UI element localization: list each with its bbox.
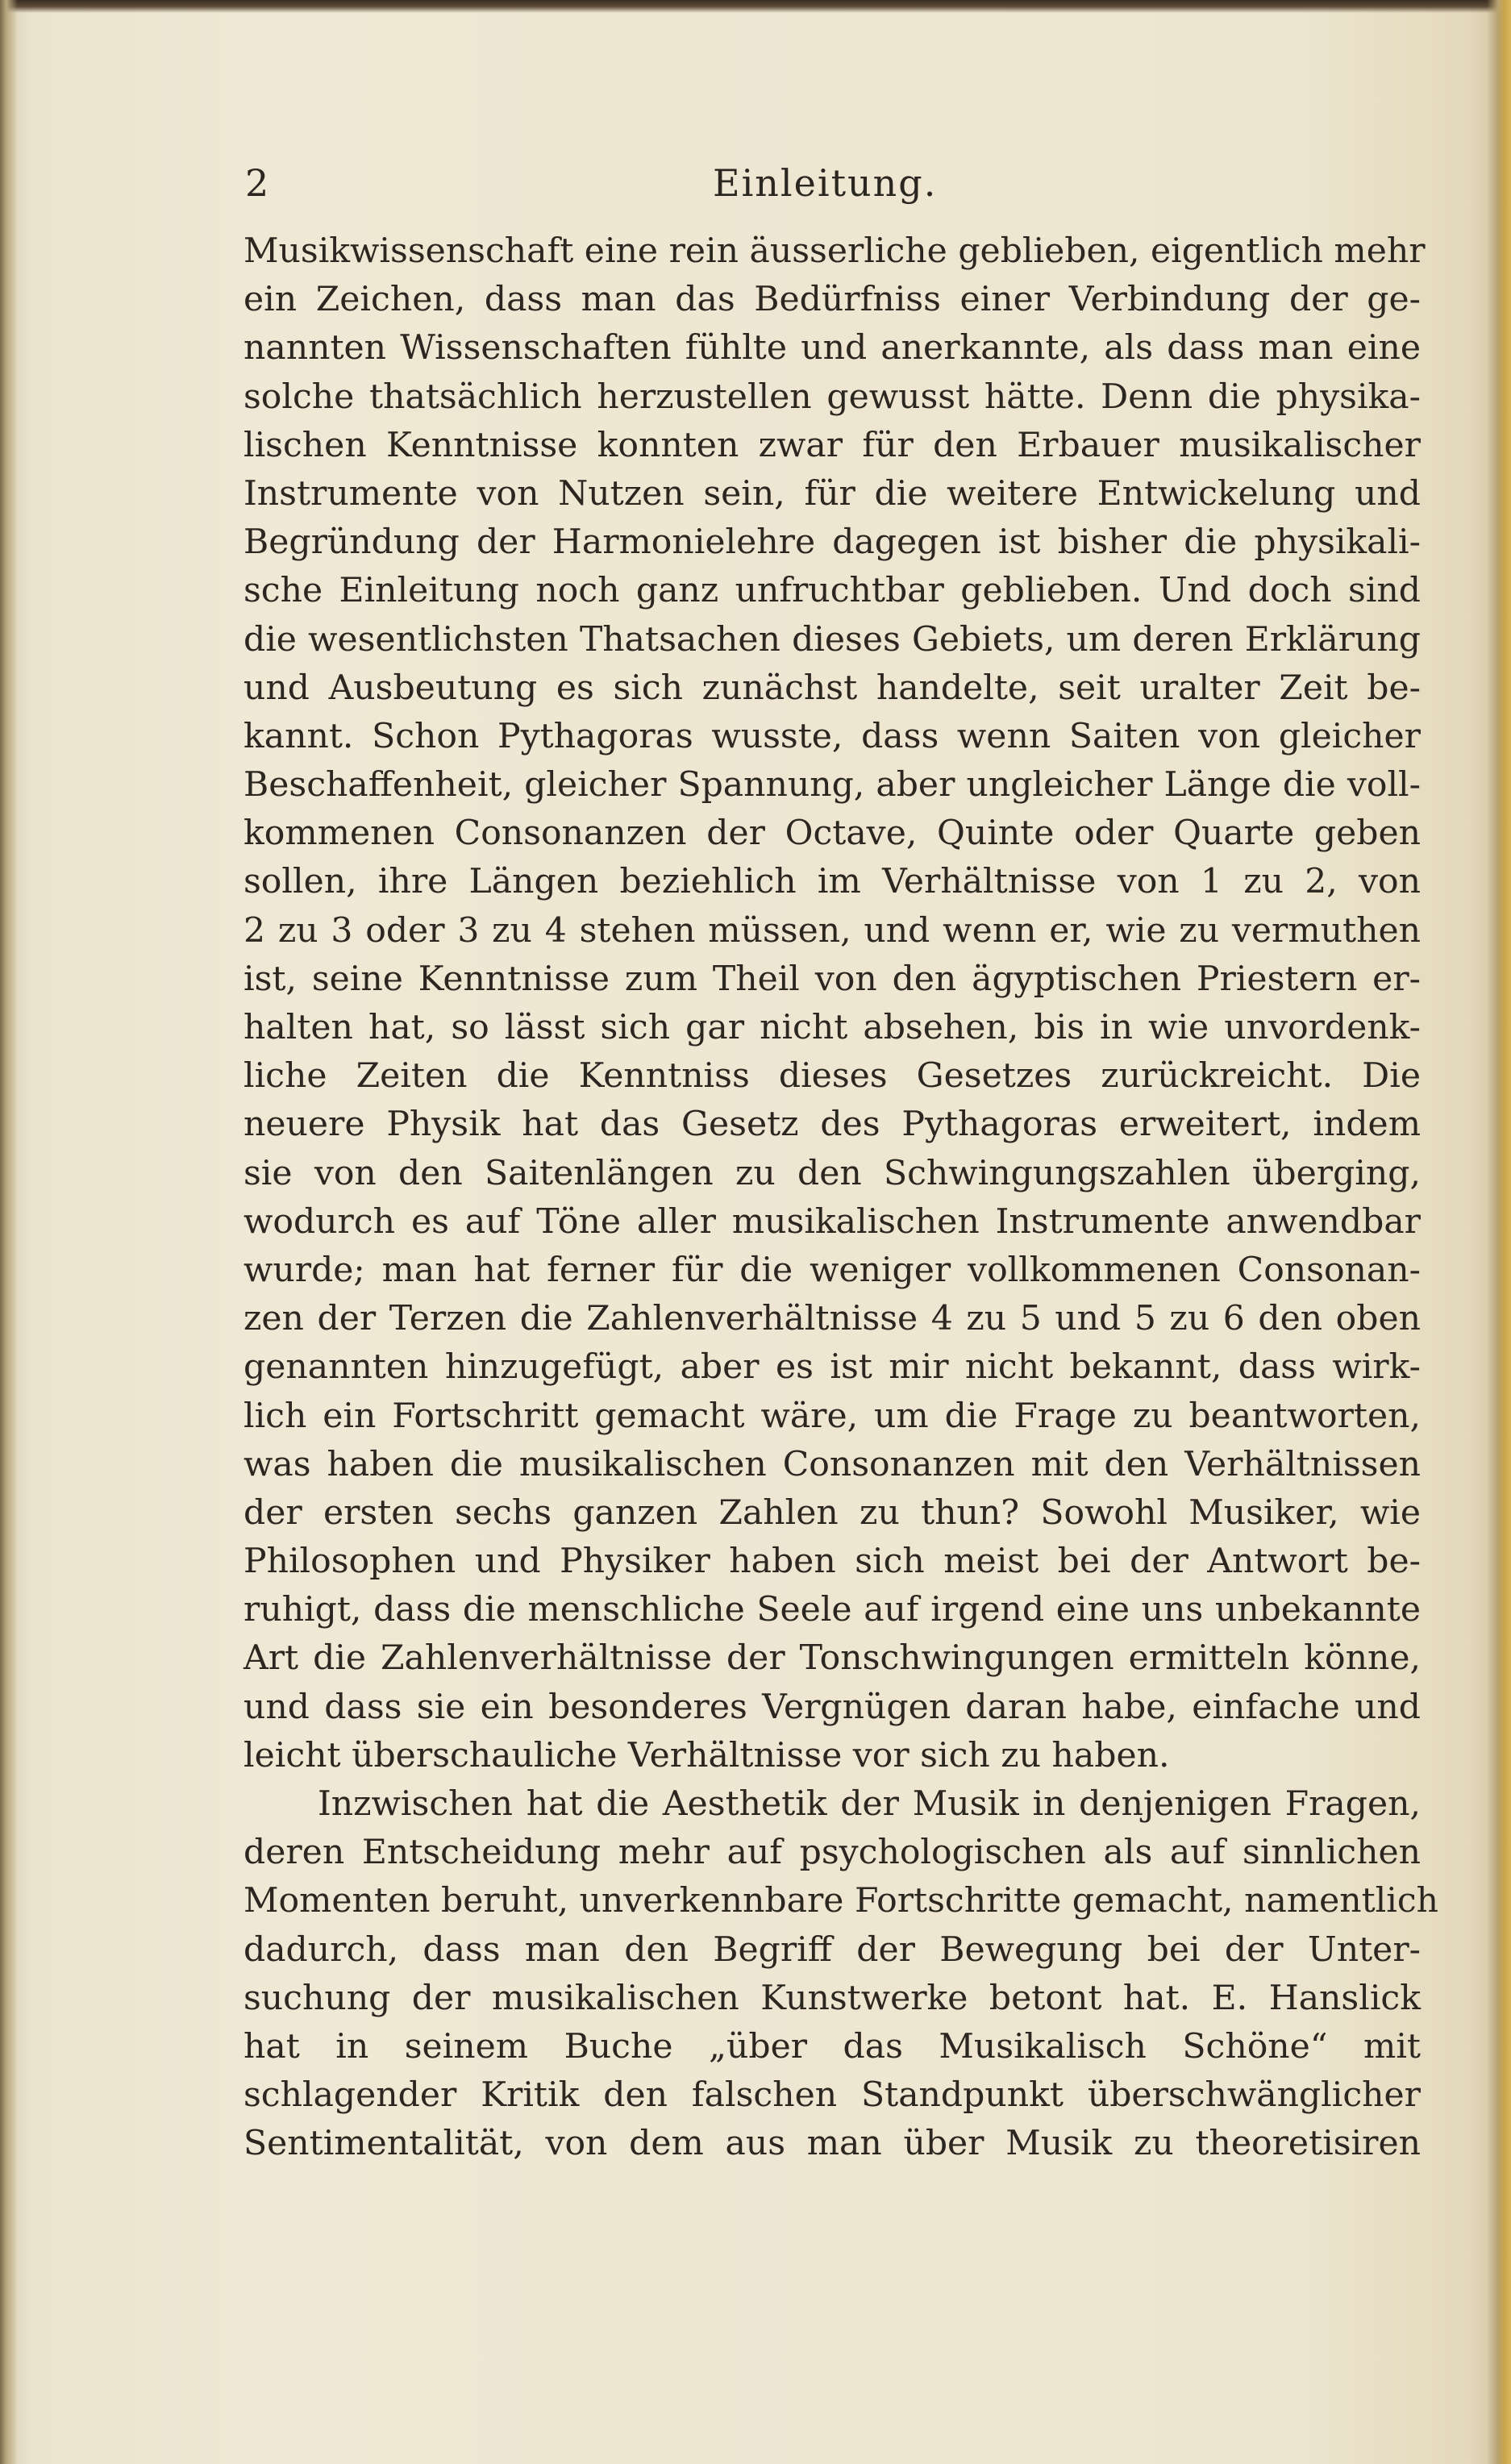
text-line: Art die Zahlenverhältnisse der Tonschwingungen ermitteln könne,: [244, 1638, 1421, 1679]
text-line: wurde; man hat ferner für die weniger vollkommenen Consonan-: [244, 1250, 1421, 1290]
page-number: 2: [245, 161, 270, 205]
text-line: lich ein Fortschritt gemacht wäre, um die Frage zu beantworten,: [244, 1396, 1421, 1436]
page-top-edge: [0, 0, 1511, 13]
text-line: Momenten beruht, unverkennbare Fortschritte gemacht, namentlich: [244, 1881, 1439, 1921]
text-line: sche Einleitung noch ganz unfruchtbar geblieben. Und doch sind: [244, 571, 1421, 611]
text-line: Inzwischen hat die Aesthetik der Musik in denjenigen Fragen,: [318, 1784, 1421, 1824]
text-line: liche Zeiten die Kenntniss dieses Gesetzes zurückreicht. Die: [244, 1056, 1421, 1097]
text-line: der ersten sechs ganzen Zahlen zu thun? Sowohl Musiker, wie: [244, 1492, 1421, 1533]
text-line: Sentimentalität, von dem aus man über Musik zu theoretisiren: [244, 2124, 1421, 2164]
text-line: suchung der musikalischen Kunstwerke betont hat. E. Hanslick: [244, 1978, 1421, 2018]
text-line: und Ausbeutung es sich zunächst handelte, seit uralter Zeit be-: [244, 668, 1421, 708]
text-line: sie von den Saitenlängen zu den Schwingungszahlen überging,: [244, 1153, 1421, 1193]
page-header: [245, 161, 1422, 218]
text-line: kannt. Schon Pythagoras wusste, dass wenn Saiten von gleicher: [244, 716, 1421, 756]
text-line: genannten hinzugefügt, aber es ist mir nicht bekannt, dass wirk-: [244, 1347, 1421, 1388]
text-line: zen der Terzen die Zahlenverhältnisse 4 zu 5 und 5 zu 6 den oben: [244, 1299, 1421, 1339]
text-line: 2 zu 3 oder 3 zu 4 stehen müssen, und wenn er, wie zu vermuthen: [244, 910, 1421, 951]
text-line: nannten Wissenschaften fühlte und anerkannte, als dass man eine: [244, 328, 1421, 368]
page-binding-shadow: [0, 0, 18, 2464]
text-line: ein Zeichen, dass man das Bedürfniss einer Verbindung der ge-: [244, 280, 1421, 320]
text-line: ruhigt, dass die menschliche Seele auf irgend eine uns unbekannte: [244, 1590, 1421, 1630]
text-line: sollen, ihre Längen beziehlich im Verhältnisse von 1 zu 2, von: [244, 862, 1421, 902]
text-line: Begründung der Harmonielehre dagegen ist bisher die physikali-: [244, 522, 1421, 563]
text-line: Beschaffenheit, gleicher Spannung, aber ungleicher Länge die voll-: [244, 765, 1421, 805]
text-line: ist, seine Kenntnisse zum Theil von den ägyptischen Priestern er-: [244, 959, 1421, 999]
text-line: Instrumente von Nutzen sein, für die weitere Entwickelung und: [244, 473, 1421, 514]
text-line: solche thatsächlich herzustellen gewusst hätte. Denn die physika-: [244, 377, 1421, 417]
text-line: kommenen Consonanzen der Octave, Quinte oder Quarte geben: [244, 814, 1421, 854]
text-line: neuere Physik hat das Gesetz des Pythagoras erweitert, indem: [244, 1105, 1421, 1145]
text-line: schlagender Kritik den falschen Standpunkt überschwänglicher: [244, 2075, 1421, 2116]
text-line: dadurch, dass man den Begriff der Bewegung bei der Unter-: [244, 1929, 1421, 1970]
text-line: die wesentlichsten Thatsachen dieses Gebiets, um deren Erklärung: [244, 619, 1421, 660]
text-line: lischen Kenntnisse konnten zwar für den Erbauer musikalischer: [244, 425, 1421, 465]
text-line: leicht überschauliche Verhältnisse vor sich zu haben.: [244, 1735, 1170, 1775]
running-head: Einleitung.: [713, 161, 938, 205]
page-right-edge: [1487, 0, 1511, 2464]
text-line: wodurch es auf Töne aller musikalischen Instrumente anwendbar: [244, 1201, 1421, 1242]
text-line: Musikwissenschaft eine rein äusserliche geblieben, eigentlich mehr: [244, 231, 1426, 271]
text-line: hat in seinem Buche „über das Musikalisch Schöne“ mit: [244, 2026, 1421, 2067]
text-line: was haben die musikalischen Consonanzen mit den Verhältnissen: [244, 1444, 1421, 1484]
text-line: und dass sie ein besonderes Vergnügen daran habe, einfache und: [244, 1687, 1421, 1727]
text-line: deren Entscheidung mehr auf psychologischen als auf sinnlichen: [244, 1833, 1421, 1873]
text-line: halten hat, so lässt sich gar nicht absehen, bis in wie unvordenk-: [244, 1008, 1421, 1047]
body-text: [244, 227, 1439, 2169]
text-line: Philosophen und Physiker haben sich meist bei der Antwort be-: [244, 1542, 1421, 1582]
